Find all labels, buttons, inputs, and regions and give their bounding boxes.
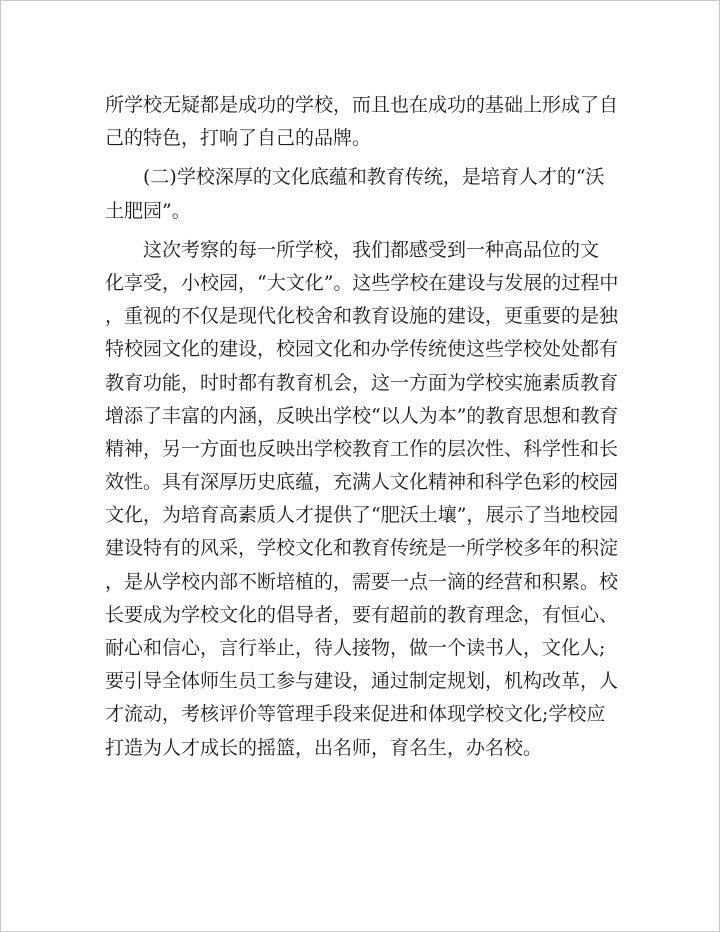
text-line: ，重视的不仅是现代化校舍和教育设施的建设，更重要的是独 [105,305,619,328]
text-line: (二)学校深厚的文化底蕴和教育传统，是培育人才的“沃 [105,166,605,189]
text-line: 土肥园”。 [105,199,191,222]
text-line: 精神，另一方面也反映出学校教育工作的层次性、科学性和长 [105,437,619,460]
text-line: 所学校无疑都是成功的学校，而且也在成功的基础上形成了自 [105,94,619,116]
text-line: 效性。具有深厚历史底蕴，充满人文化精神和科学色彩的校园 [105,471,619,494]
text-line: 这次考察的每一所学校，我们都感受到一种高品位的文 [105,238,600,261]
text-line: 长要成为学校文化的倡导者，要有超前的教育理念，有恒心、 [105,603,619,626]
text-line: 文化，为培育高素质人才提供了“肥沃土壤”，展示了当地校园 [105,504,619,527]
text-line: 才流动，考核评价等管理手段来促进和体现学校文化;学校应 [105,703,606,726]
text-line: 打造为人才成长的摇篮，出名师，育名生，办名校。 [105,736,543,759]
document-body [105,89,625,765]
text-line: 建设特有的风采，学校文化和教育传统是一所学校多年的积淀 [105,537,619,560]
paragraph-p3 [105,234,625,765]
text-line: 特校园文化的建设，校园文化和办学传统使这些学校处处都有 [105,338,619,361]
text-line: 己的特色，打响了自己的品牌。 [105,127,372,150]
text-line: 增添了丰富的内涵，反映出学校“以人为本”的教育思想和教育 [105,404,619,427]
text-line: 化享受，小校园，“大文化”。这些学校在建设与发展的过程中 [105,271,619,294]
text-line: 教育功能，时时都有教育机会，这一方面为学校实施素质教育 [105,371,619,394]
paragraph-p2 [105,161,625,227]
text-line: 要引导全体师生员工参与建设，通过制定规划，机构改革，人 [105,670,619,693]
text-line: 耐心和信心，言行举止，待人接物，做一个读书人，文化人; [105,637,606,659]
paragraph-p1 [105,89,625,155]
text-line: ，是从学校内部不断培植的，需要一点一滴的经营和积累。校 [105,570,619,593]
